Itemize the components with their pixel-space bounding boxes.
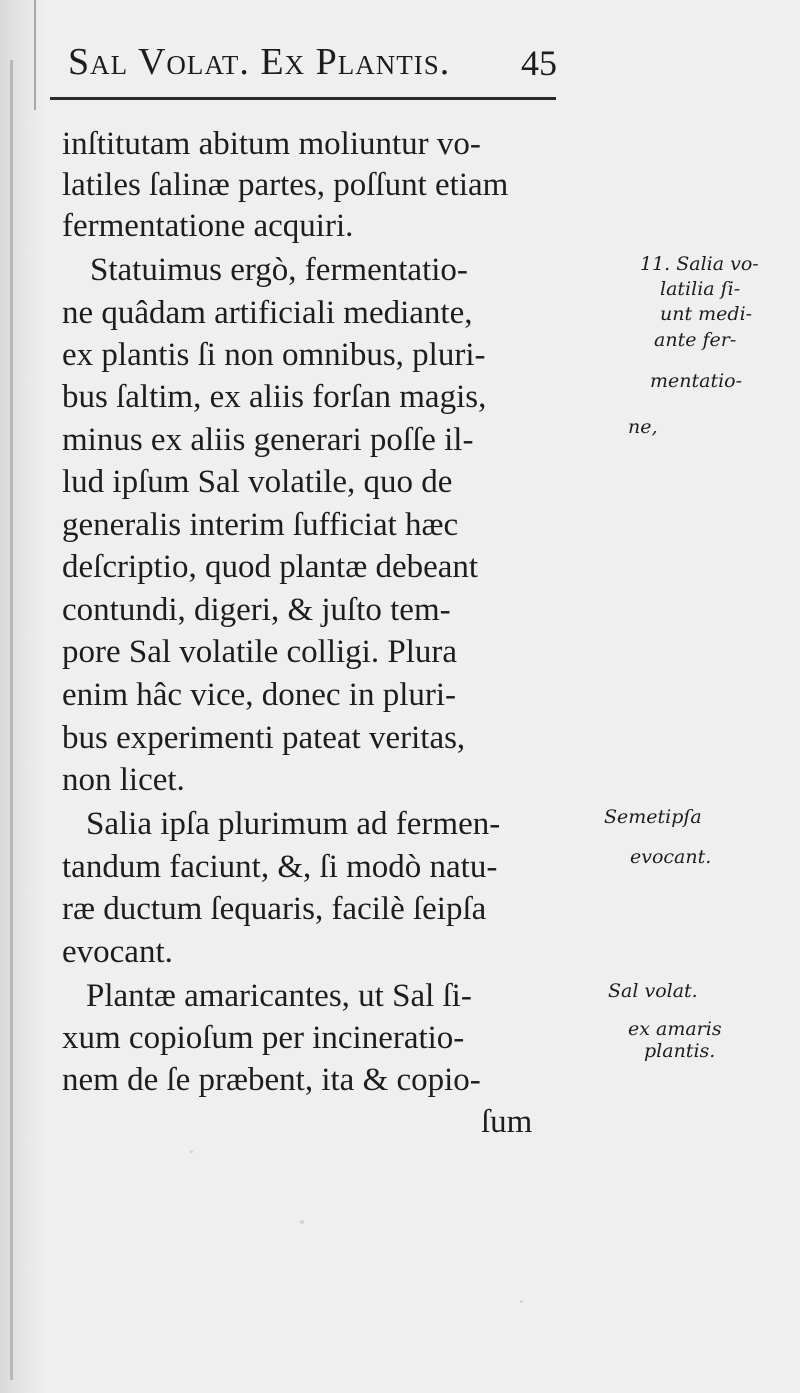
text-line: bus ſaltim, ex aliis forſan magis,	[62, 379, 487, 415]
text-line: evocant.	[62, 934, 173, 970]
text-line: Plantæ amaricantes, ut Sal ſi-	[86, 978, 472, 1014]
text-line: ex plantis ſi non omnibus, pluri-	[62, 337, 486, 373]
margin-note: ne,	[628, 416, 658, 438]
binding-edge-line-top	[34, 0, 36, 110]
paper-speck	[190, 1150, 193, 1153]
text-line: Statuimus ergò, fermentatio-	[90, 252, 468, 288]
text-line: nem de ſe præbent, ita & copio-	[62, 1062, 481, 1098]
running-title: Sal Volat. Ex Plantis.	[68, 41, 451, 83]
margin-note: latilia ſi-	[660, 278, 741, 300]
margin-note: Semetipſa	[604, 806, 702, 828]
text-line: ne quâdam artificiali mediante,	[62, 295, 473, 331]
margin-note: evocant.	[630, 846, 712, 868]
paper-speck	[300, 1220, 304, 1224]
margin-note: Sal volat.	[608, 980, 698, 1002]
running-header	[68, 40, 568, 90]
binding-gutter	[0, 0, 46, 1393]
text-line: Salia ipſa plurimum ad fermen-	[86, 806, 501, 842]
text-line: latiles ſalinæ partes, poſſunt etiam	[62, 167, 509, 203]
margin-note: mentatio-	[650, 370, 743, 392]
text-line: inſtitutam abitum moliuntur vo-	[62, 126, 481, 162]
page-number: 45	[521, 43, 557, 83]
text-line: deſcriptio, quod plantæ debeant	[62, 549, 479, 585]
text-line: ræ ductum ſequaris, facilè ſeipſa	[62, 891, 487, 927]
margin-note: 11. Salia vo-	[640, 253, 759, 275]
text-line: fermentatione acquiri.	[62, 208, 354, 244]
text-line: bus experimenti pateat veritas,	[62, 720, 466, 756]
text-line: tandum faciunt, &, ſi modò natu-	[62, 849, 498, 885]
margin-note: unt medi-	[660, 303, 753, 325]
margin-note: plantis.	[644, 1040, 716, 1062]
margin-note: ex amaris	[628, 1018, 722, 1040]
text-line: pore Sal volatile colligi. Plura	[62, 634, 458, 670]
text-line: lud ipſum Sal volatile, quo de	[62, 464, 453, 500]
catchword: ſum	[481, 1104, 533, 1140]
binding-edge-line	[10, 60, 13, 1380]
text-line: xum copioſum per incineratio-	[62, 1020, 465, 1056]
text-line: contundi, digeri, & juſto tem-	[62, 592, 451, 628]
paper-speck	[520, 1300, 523, 1303]
text-line: enim hâc vice, donec in pluri-	[62, 677, 457, 713]
header-rule	[50, 97, 556, 100]
margin-note: ante fer-	[654, 329, 737, 351]
text-line: generalis interim ſufficiat hæc	[62, 507, 459, 543]
text-line: minus ex aliis generari poſſe il-	[62, 422, 474, 458]
text-line: non licet.	[62, 762, 185, 798]
